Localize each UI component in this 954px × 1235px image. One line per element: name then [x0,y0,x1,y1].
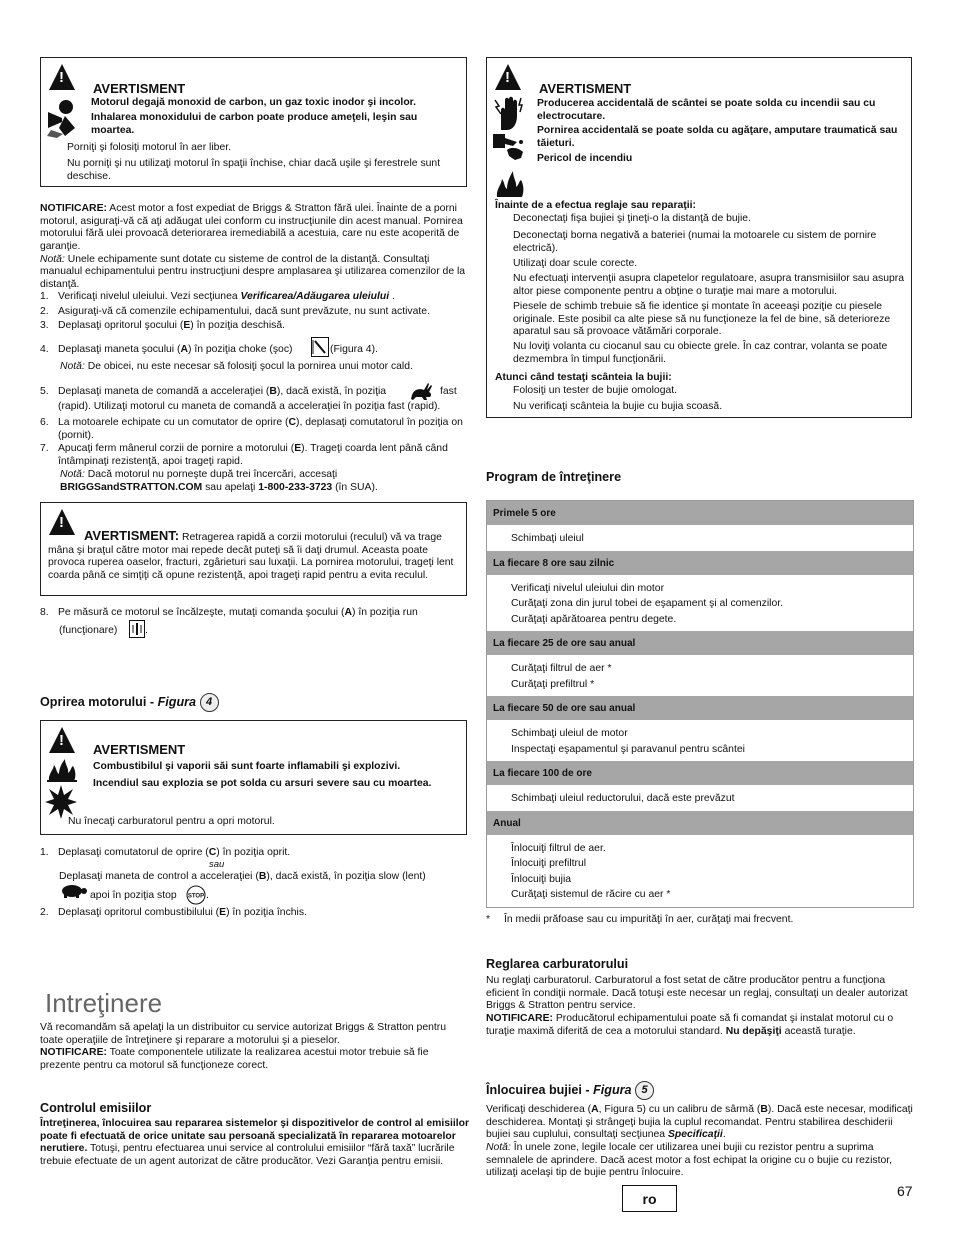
electric-shock-icon [493,96,525,130]
schedule-item: Schimbaţi uleiul de motor [511,728,628,739]
section-link[interactable]: Verificarea/Adăugarea uleiului [240,291,390,302]
heading-text: Înlocuirea bujiei - [486,1082,594,1097]
step-number: 2. [40,306,49,317]
warning-box-spark [486,57,912,418]
fast-label: fast [440,386,457,397]
warning-triangle-icon [49,64,75,90]
warning-triangle-icon [495,64,521,90]
exhaust-gas-icon [45,98,79,138]
note-text: Dacă motorul nu porneşte după trei încercări, accesaţi [84,469,338,480]
schedule-item: Inspectaţi eşapamentul şi paravanul pentru scântei [511,743,745,755]
notice-paragraph [40,203,468,292]
warning-body: Retragerea rapidă a corzii motorului (reculul) vă va trage mâna şi braţul către motor mai repede decât puteţi să îi daţi drumul. Aceasta poate provoca ruperea oaselor, fracturi, zgârieturi sau luxaţii. La pornirea motorului, trageţi lent coarda până ce simţiţi că opune rezistenţă, apoi trageţi rapid pentru a evita reculul. [48,532,454,582]
emissions-text: Totuşi, pentru efectuarea unui service al controlului emisiilor “fără taxă” lucrările trebuie efectuate de un agent autorizat de către producător. Vezi Garanţia pentru emisii. [40,1143,455,1168]
maintenance-schedule-heading: Program de întreţinere [486,470,622,484]
schedule-item: Înlocuiţi bujia [511,873,572,885]
step-text-part: C [288,417,296,428]
step-text-part: ), dacă există, în poziţia slow (lent) [266,871,426,882]
emissions-heading: Controlul emisiilor [40,1101,152,1115]
step-text [58,847,290,860]
note-label: Notă: [40,253,65,265]
choke-icon [311,337,329,357]
schedule-item: Înlocuiţi prefiltrul [511,858,587,869]
text: B [760,1104,768,1115]
schedule-item: Verificaţi nivelul uleiului din motor [511,582,665,594]
schedule-item: Schimbaţi uleiul reductorului, dacă este prevăzut [511,793,735,804]
step-text-part: C [208,847,217,858]
warning-list-item: Deconectaţi borna negativă a bateriei (numai la motoarele cu sistem de pornire electrică). [513,230,877,254]
step-text [58,344,293,357]
emissions-paragraph [40,1118,470,1169]
step-text-part: A [180,344,188,355]
step-text: (rapid). Utilizaţi motorul cu maneta de comandă a acceleraţiei în poziţia fast (rapid). [58,401,441,412]
page-number: 67 [897,1183,913,1199]
text: ). Dacă este necesar, modificaţi deschiderea. Montaţi şi strângeţi bujia la cuplul recomandat. Pentru stabilirea deschiderii bujiei sau cuplului, consultaţi secţiunea [486,1104,913,1141]
warning-list-item: Nu efectuaţi intervenţii asupra clapetelor regulatoare, asupra transmisiilor sau asupra altor piese componente pentru a obţine o turaţie mai mare a motorului. [513,273,905,297]
stop-engine-heading [40,693,219,712]
step-text-part: B [269,386,277,397]
note-text: Unele echipamente sunt dotate cu sisteme de control de la distanţă. Consultaţi manualul echipamentului pentru instrucţiuni despre amplasarea şi utilizarea comenzilor de la distanţă. [40,253,466,291]
or-label: sau [209,859,225,870]
note-text: (în SUA). [332,481,378,493]
heading-text: Figura [593,1082,632,1097]
step-text [58,607,468,620]
warning-title: AVERTISMENT [93,742,186,757]
step-text [58,443,468,468]
maintenance-intro [40,1022,470,1073]
note-text: De obicei, nu este necesar să folosiţi şocul la pornirea unui motor cald. [84,361,413,372]
notice-text: Toate componentele utilizate la realizarea acestui motor trebuie să fie prezente pentru ca motorul să funcţioneze corect. [40,1047,429,1072]
step-text [58,320,285,333]
heading-text: Oprirea motorului - [40,694,158,709]
step-text: Asiguraţi-vă că comenzile echipamentului, dacă sunt prevăzute, nu sunt activate. [58,306,430,317]
step-text-part: ), dacă există, în poziţia [276,386,387,397]
footnote-mark: * [486,914,491,925]
step-number: 5. [40,386,49,397]
note-label: Notă: [60,361,85,372]
warning-text: Pornirea accidentală se poate solda cu agăţare, amputare traumatică sau tăieturi. [537,125,898,149]
warning-text: Pericol de incendiu [537,153,633,164]
note-label: Notă: [60,469,85,480]
turtle-slow-icon [59,884,87,898]
carburetor-paragraph [486,975,914,1038]
schedule-item: Curăţaţi zona din jurul tobei de eşapament şi al comenzilor. [511,598,784,609]
run-position-label: (funcţionare) [59,625,118,636]
step-text-part: . [145,625,148,636]
step-text-part: Apucaţi ferm mânerul corzii de pornire a motorului ( [58,443,295,454]
warning-text [48,528,458,583]
figure-reference: (Figura 4). [330,344,378,355]
notice-label: NOTIFICARE: [486,1013,553,1025]
explosion-icon [45,785,77,819]
warning-list-item: Folosiţi un tester de bujie omologat. [513,385,678,396]
paragraph: Vă recomandăm să apelaţi la un distribuitor cu service autorizat Briggs & Stratton pentru toate operaţiile de întreţinere şi reparare a motorului şi a pieselor. [40,1022,447,1046]
warning-text: Nu înecaţi carburatorul pentru a opri motorul. [68,816,275,827]
notice-bold: Nu depăşiţi [725,1025,782,1037]
warning-text: Combustibilul şi vaporii săi sunt foarte inflamabili şi explozivi. [93,761,401,772]
rabbit-fast-icon [410,381,434,401]
warning-text: Motorul degajă monoxid de carbon, un gaz toxic inodor şi incolor. [91,97,417,108]
schedule-group-header: Primele 5 ore [487,501,913,525]
warning-text: Porniţi şi folosiţi motorul în aer liber. [67,142,232,153]
text: A [591,1104,599,1115]
step-text-part: A [344,607,352,618]
step-text-part: Deplasaţi opritorul şocului ( [58,320,184,331]
step-text-part: La motoarele echipate cu un comutator de oprire ( [58,417,289,428]
footnote [486,914,914,927]
step-note [60,361,468,374]
note-text: În unele zone, legile locale cer utilizarea unei bujii cu rezistor pentru a suprima semnalele de aprindere. Dacă acest motor a fost echipat la origine cu o bujie cu rezistor, utilizaţi acelaşi tip de bujie pentru înlocuire. [486,1142,893,1179]
step-text-part: . [389,291,395,302]
schedule-group-header: La fiecare 50 de ore sau anual [487,696,913,720]
section-link[interactable]: Specificaţii [667,1129,723,1141]
step-text-part: E [219,907,227,918]
step-number: 1. [40,291,49,302]
step-note [60,469,468,494]
step-number: 8. [40,607,49,618]
warning-title: AVERTISMENT [539,81,632,96]
step-text-part: ) în poziţia deschisă. [190,320,285,331]
step-text-part: ), deplasaţi comutatorul în poziţia on (pornit). [58,417,463,441]
step-text-part: Deplasaţi maneta de control a acceleraţiei ( [59,871,259,882]
website-link[interactable]: BRIGGSandSTRATTON.COM [60,481,203,493]
warning-triangle-icon [49,727,75,753]
step-text-part: ) în poziţia închis. [226,907,307,918]
step-number: 3. [40,320,49,331]
step-text [58,907,307,920]
schedule-group-header: La fiecare 100 de ore [487,761,913,785]
step-number: 7. [40,443,49,454]
schedule-item: Înlocuiţi filtrul de aer. [511,842,606,854]
stop-icon [186,885,206,905]
schedule-item: Curăţaţi sistemul de răcire cu aer * [511,889,671,900]
warning-box-fuel [40,720,467,835]
step-text-part: Deplasaţi opritorul combustibilului ( [58,907,220,918]
warning-text: Nu porniţi şi nu utilizaţi motorul în spaţii închise, chiar dacă uşile şi ferestrele sunt deschise. [67,158,441,182]
step-text-part: Verificaţi nivelul uleiului. Vezi secţiunea [58,291,241,302]
text: , Figura 5) cu un calibru de sârmă ( [598,1104,761,1115]
schedule-group-header: La fiecare 8 ore sau zilnic [487,551,913,575]
schedule-group-header: Anual [487,811,913,835]
warning-title: AVERTISMENT: [84,528,180,543]
warning-title: AVERTISMENT [93,81,186,96]
warning-list-item: Utilizaţi doar scule corecte. [513,258,638,269]
step-text-part: Deplasaţi comutatorul de oprire ( [58,847,209,858]
warning-text: Producerea accidentală de scântei se poate solda cu incendii sau cu electrocutare. [537,98,876,122]
step-text-part: ) în poziţia choke (şoc) [187,344,293,355]
warning-box-recoil [40,502,467,596]
step-text-part: ). Trageţi coarda lent până când întâmpinaţi rezistenţă, apoi trageţi rapid. [58,443,448,467]
fire-icon [47,758,77,782]
step-text-part: E [294,443,302,454]
maintenance-schedule-table [486,500,914,908]
notice-label: NOTIFICARE: [40,1047,107,1059]
schedule-group-items [487,525,913,551]
step-number: 4. [40,344,49,355]
schedule-group-items [487,720,913,761]
step-text [59,871,469,884]
step-number: 2. [40,907,49,918]
schedule-group-items [487,835,913,907]
warning-list-item: Deconectaţi fişa bujiei şi ţineţi-o la distanţă de bujie. [513,213,751,224]
schedule-group-items [487,575,913,632]
step-number: 1. [40,847,49,858]
warning-list-item: Piesele de schimb trebuie să fie identice şi montate în aceeaşi poziţie cu piesele originale. Este posibil ca alte piese să nu funcţioneze la fel de bine, să deterioreze aparatul sau să provoace vătămări corporale. [513,301,891,338]
step-text-part: . [206,890,209,901]
step-text-part: Deplasaţi maneta şocului ( [58,344,181,355]
notice-label: NOTIFICARE: [40,203,107,214]
schedule-item: Schimbaţi uleiul [511,533,584,544]
step-text-part: Deplasaţi maneta de comandă a acceleraţiei ( [58,386,270,397]
step-text [58,291,395,304]
schedule-group-header: La fiecare 25 de ore sau anual [487,631,913,655]
figure-number-badge: 4 [200,693,219,712]
run-icon [129,620,145,638]
paragraph: Nu reglaţi carburatorul. Carburatorul a fost setat de către producător pentru a funcţiona eficient în condiţii normale. Dacă totuşi este necesar un reglaj, consultaţi un dealer autorizat Briggs & Stratton pentru service. [486,975,908,1012]
warning-box-co [40,57,467,187]
notice-text: Acest motor a fost expediat de Briggs & Stratton fără ulei. Înainte de a porni motorul, asiguraţi-vă că aţi adăugat ulei conform cu instrucţiunile din acest manual. Pornirea motorului fără ulei provoacă deteriorarea iremediabilă a acestuia, care nu este acoperită de garanţie. [40,203,463,253]
note-text: sau apelaţi [202,481,259,493]
notice-text: Producătorul echipamentului poate să fi comandat şi instalat motorul cu o turaţie maximă diferită de cea a motorului standard. [486,1013,894,1037]
schedule-item: Curăţaţi apărătoarea pentru degete. [511,613,677,625]
step-text-part: ) în poziţia oprit. [216,847,291,858]
fire-icon [495,170,525,198]
step-text [58,386,386,399]
note-label: Notă: [486,1142,511,1154]
step-text-part: apoi în poziţia stop [90,890,177,901]
text: . [722,1129,726,1141]
step-text-part: B [258,871,267,882]
warning-text: Incendiul sau explozia se pot solda cu arsuri severe sau cu moartea. [93,778,432,789]
figure-number-badge: 5 [635,1081,654,1100]
footnote-text: În medii prăfoase sau cu impurităţi în aer, curăţaţi mai frecvent. [504,914,794,925]
carburetor-heading: Reglarea carburatorului [486,957,629,971]
phone-number: 1-800-233-3723 [258,481,333,493]
warning-subheading: Înainte de a efectua reglaje sau reparaţii: [495,200,696,211]
warning-list-item: Nu loviţi volanta cu ciocanul sau cu obiecte grele. În caz contrar, volanta se poate dezmembra în timpul funcţionării. [513,341,888,365]
step-text [58,417,468,442]
schedule-item: Curăţaţi prefiltrul * [511,678,595,690]
language-badge: ro [622,1185,677,1212]
warning-list-item: Nu verificaţi scânteia la bujie cu bujia scoasă. [513,401,723,412]
section-title: Intreţinere [45,988,163,1018]
spark-plug-paragraph [486,1104,914,1180]
warning-subheading: Atunci când testaţi scânteia la bujii: [495,372,672,383]
step-text-part: Pe măsură ce motorul se încălzeşte, mutaţi comanda şocului ( [58,607,345,618]
emissions-bold-text: Întreţinerea, înlocuirea sau repararea sistemelor şi dispozitivelor de control al emisiilor poate fi efectuată de orice unitate sau persoană specializată în repararea motoarelor nerutiere. [40,1118,470,1155]
schedule-group-items [487,655,913,696]
schedule-item: Curăţaţi filtrul de aer * [511,663,612,674]
warning-text: Inhalarea monoxidului de carbon poate produce ameţeli, leşin sau moartea. [91,112,418,136]
notice-text: această turaţie. [781,1025,856,1037]
step-text-part: ) în poziţia run [351,607,418,618]
stop-icon-label: STOP [187,893,205,900]
hand-cut-icon [493,132,527,164]
text: Verificaţi deschiderea ( [486,1104,592,1115]
spark-plug-heading [486,1081,654,1100]
heading-text: Figura [157,694,197,709]
step-text-part: E [183,320,191,331]
step-number: 6. [40,417,49,428]
schedule-group-items [487,785,913,811]
